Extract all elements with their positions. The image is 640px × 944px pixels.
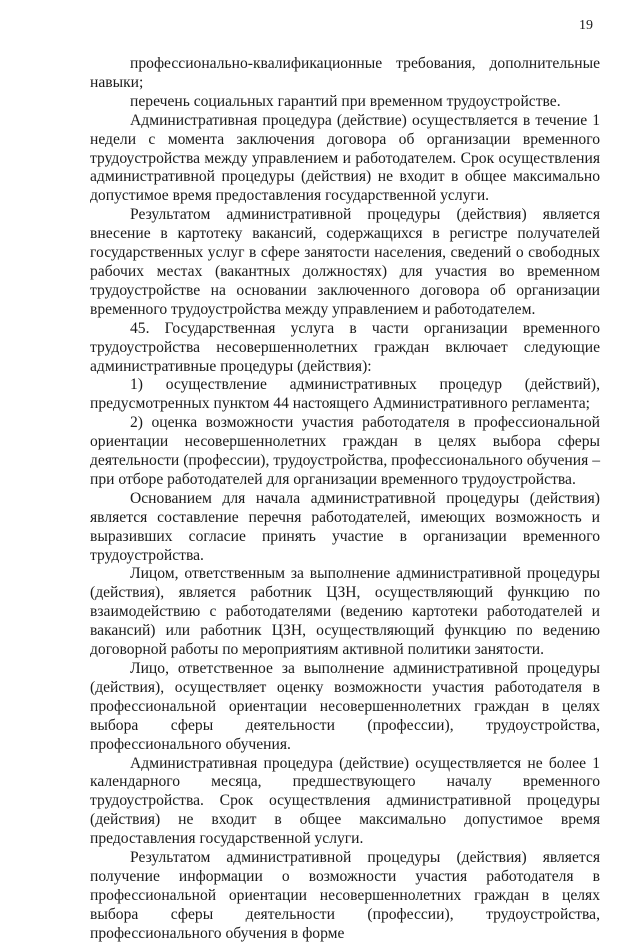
document-body — [90, 55, 600, 944]
paragraph: Результатом административной процедуры (действия) является получение информации о возможности участия работодателя в профессиональной ориентации несовершеннолетних граждан в целях выбора сферы деятельности (профессии), трудоустройства, профессионального обучения в форме — [90, 849, 600, 942]
paragraph: Лицо, ответственное за выполнение административной процедуры (действия), осуществляет оценку возможности участия работодателя в профессиональной ориентации несовершеннолетних граждан в целях выбора сферы деятельности (профессии), трудоустройства, профессионального обучения. — [90, 660, 600, 753]
paragraph: Результатом административной процедуры (действия) является внесение в картотеку вакансий, содержащихся в регистре получателей государственных услуг в сфере занятости населения, сведений о свободных рабочих местах (вакантных должностях) для участия во временном трудоустройстве на основании заключенного договора об организации временного трудоустройства между управлением и работодателем. — [90, 206, 600, 318]
paragraph: Основанием для начала административной процедуры (действия) является составление перечня работодателей, имеющих возможность и выразивших согласие принять участие в организации временного трудоустройства. — [90, 489, 600, 564]
list-item: 1) осуществление административных процедур (действий), предусмотренных пунктом 44 настоящего Административного регламента; — [90, 376, 600, 413]
list-item: 2) оценка возможности участия работодателя в профессиональной ориентации несовершеннолетних граждан в целях выбора сферы деятельности (профессии), трудоустройства, профессионального обучения – при отборе работодателей для организации временного трудоустройства. — [90, 414, 600, 488]
paragraph: 45. Государственная услуга в части организации временного трудоустройства несовершеннолетних граждан включает следующие административные процедуры (действия): — [90, 319, 600, 375]
page-number: 19 — [579, 18, 593, 33]
paragraph: профессионально-квалификационные требования, дополнительные навыки; — [90, 55, 600, 91]
paragraph: Административная процедура (действие) осуществляется не более 1 календарного месяца, предшествующего началу временного трудоустройства. Срок осуществления административной процедуры (действия) не входит в общее максимально допустимое время предоставления государственной услуги. — [90, 754, 600, 848]
paragraph: Административная процедура (действие) осуществляется в течение 1 недели с момента заключения договора об организации временного трудоустройства между управлением и работодателем. Срок осуществления административной процедуры (действия) не входит в общее максимально допустимое время предоставления государственной услуги. — [90, 111, 600, 205]
paragraph: Лицом, ответственным за выполнение административной процедуры (действия), является работник ЦЗН, осуществляющий функцию по взаимодействию с работодателями (ведению картотеки работодателей и вакансий) или работник ЦЗН, осуществляющий функцию по ведению договорной работы по мероприятиям активной политики занятости. — [90, 565, 600, 659]
paragraph: перечень социальных гарантий при временном трудоустройстве. — [130, 92, 561, 110]
